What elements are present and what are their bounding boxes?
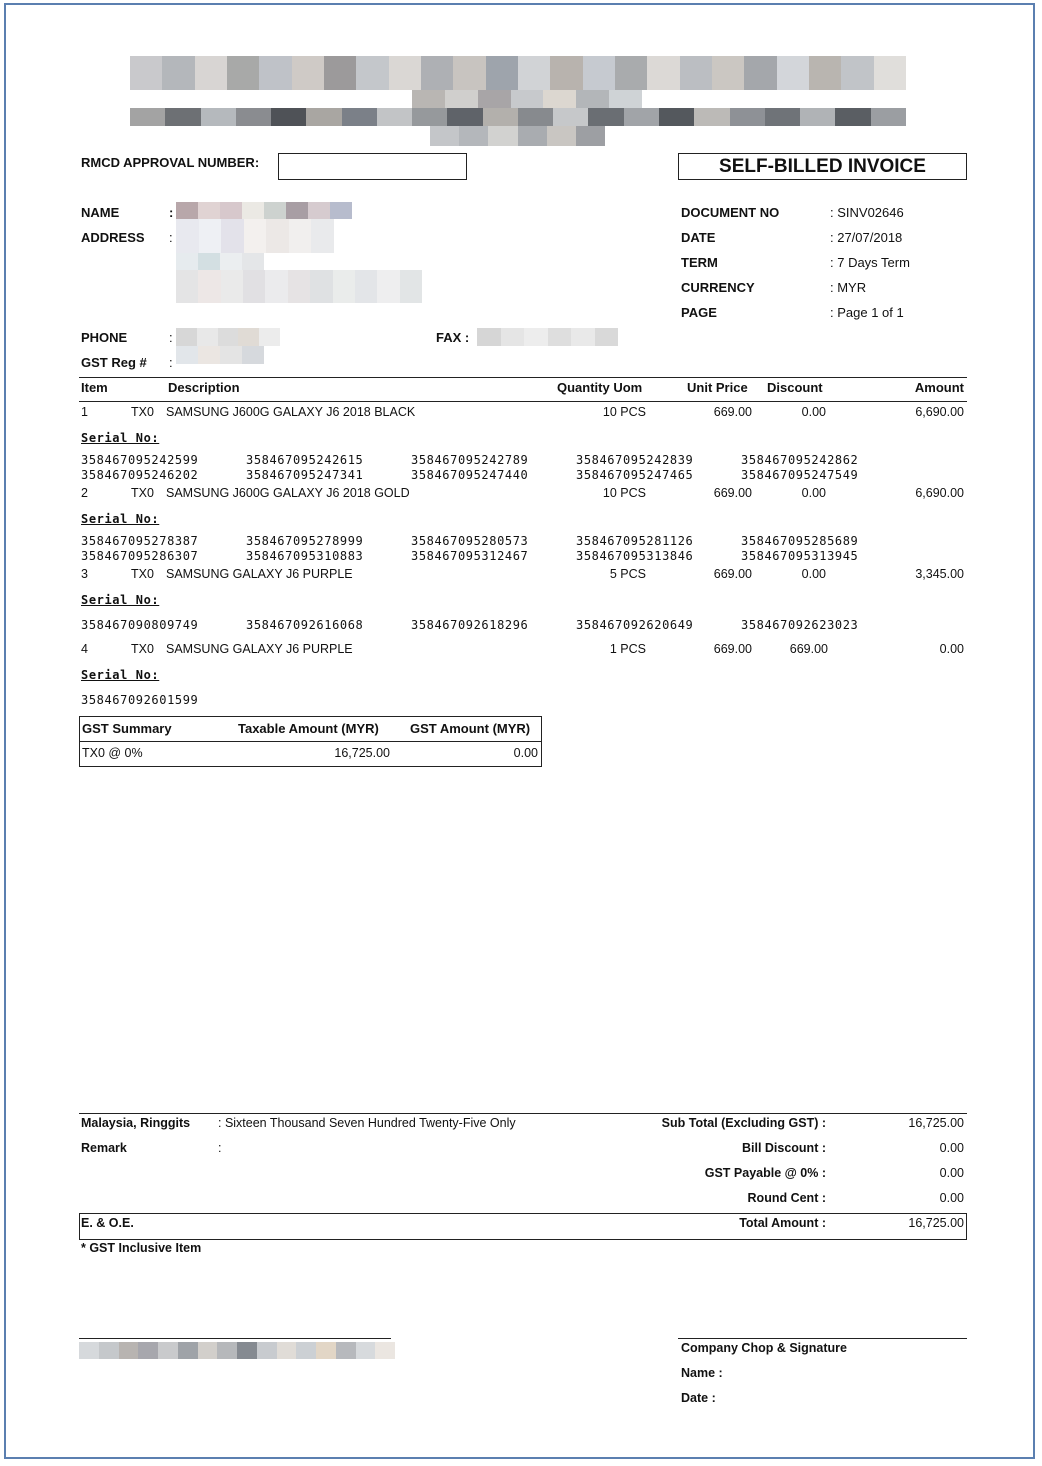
redacted-address-2 [176, 253, 264, 270]
serial-number: 358467095247341 [246, 468, 364, 482]
gst-tax-code: TX0 @ 0% [82, 746, 143, 760]
amount-in-words: : Sixteen Thousand Seven Hundred Twenty-Five Only [218, 1116, 516, 1130]
item-amount: 3,345.00 [915, 567, 964, 581]
redacted-fax [477, 328, 618, 346]
item-quantity: 10 PCS [602, 486, 646, 500]
item-discount: 0.00 [801, 567, 826, 581]
redacted-company-sub [412, 90, 642, 108]
item-number: 2 [81, 486, 88, 500]
serial-number: 358467095246202 [81, 468, 199, 482]
name-label: NAME [81, 205, 120, 220]
approval-number-label: RMCD APPROVAL NUMBER: [81, 155, 260, 170]
date-value: : 27/07/2018 [830, 230, 903, 245]
currency-value: : MYR [830, 280, 867, 295]
serial-number: 358467095280573 [411, 534, 529, 548]
serial-number: 358467095242615 [246, 453, 364, 467]
item-discount: 0.00 [801, 486, 826, 500]
serial-number: 358467095312467 [411, 549, 529, 563]
serial-number: 358467092601599 [81, 693, 199, 707]
gst-taxable-amount: 16,725.00 [334, 746, 390, 760]
serial-number: 358467092620649 [576, 618, 694, 632]
chop-signature-line [678, 1338, 967, 1339]
name-colon: : [169, 205, 174, 220]
ringgit-label: Malaysia, Ringgits [81, 1116, 191, 1130]
round-cent-value: 0.00 [939, 1191, 964, 1205]
serial-number: 358467092618296 [411, 618, 529, 632]
gst-reg-colon: : [169, 355, 173, 370]
col-header-quantity-uom: Quantity Uom [557, 380, 643, 395]
redacted-gst-reg [176, 346, 264, 364]
signature-date-label: Date : [681, 1391, 716, 1405]
item-description: SAMSUNG J600G GALAXY J6 2018 BLACK [166, 405, 416, 419]
item-description: SAMSUNG GALAXY J6 PURPLE [166, 642, 353, 656]
gst-summary-divider [80, 741, 541, 742]
serial-number: 358467095310883 [246, 549, 364, 563]
item-amount: 6,690.00 [915, 405, 964, 419]
phone-label: PHONE [81, 330, 128, 345]
item-number: 1 [81, 405, 88, 419]
col-header-description: Description [168, 380, 240, 395]
item-discount: 669.00 [789, 642, 828, 656]
serial-number: 358467095247440 [411, 468, 529, 482]
signature-name-label: Name : [681, 1366, 723, 1380]
serial-number: 358467095242789 [411, 453, 529, 467]
col-header-item: Item [81, 380, 108, 395]
item-description: SAMSUNG J600G GALAXY J6 2018 GOLD [166, 486, 410, 500]
total-amount-box [79, 1213, 967, 1240]
address-colon: : [169, 230, 173, 245]
gst-reg-label: GST Reg # [81, 355, 147, 370]
item-amount: 0.00 [939, 642, 964, 656]
serial-no-label: Serial No: [81, 431, 160, 445]
document-title: SELF-BILLED INVOICE [719, 156, 926, 177]
serial-number: 358467095242599 [81, 453, 199, 467]
redacted-company-name [130, 56, 906, 90]
item-description: SAMSUNG GALAXY J6 PURPLE [166, 567, 353, 581]
redacted-address-3 [176, 270, 422, 303]
page-value: : Page 1 of 1 [830, 305, 904, 320]
serial-number: 358467095313846 [576, 549, 694, 563]
redacted-address-1 [176, 219, 334, 253]
gst-taxable-amount-header: Taxable Amount (MYR) [238, 721, 379, 736]
item-tax-code: TX0 [131, 486, 154, 500]
item-quantity: 10 PCS [602, 405, 646, 419]
serial-number: 358467092616068 [246, 618, 364, 632]
subtotal-value: 16,725.00 [908, 1116, 964, 1130]
document-no-value: : SINV02646 [830, 205, 904, 220]
table-header-top-rule [79, 377, 967, 378]
total-amount-value: 16,725.00 [908, 1216, 964, 1230]
document-title-box [678, 153, 967, 180]
serial-number: 358467095278387 [81, 534, 199, 548]
serial-number: 358467095247465 [576, 468, 694, 482]
redacted-company-address [130, 108, 906, 126]
document-no-label: DOCUMENT NO [681, 205, 780, 220]
item-unit-price: 669.00 [713, 405, 752, 419]
item-tax-code: TX0 [131, 642, 154, 656]
redacted-issuer-name [79, 1342, 395, 1359]
gst-summary-header: GST Summary [82, 721, 172, 736]
item-unit-price: 669.00 [713, 642, 752, 656]
serial-number: 358467095278999 [246, 534, 364, 548]
subtotal-label: Sub Total (Excluding GST) : [661, 1116, 826, 1130]
item-number: 4 [81, 642, 88, 656]
item-unit-price: 669.00 [713, 486, 752, 500]
item-quantity: 5 PCS [609, 567, 646, 581]
address-label: ADDRESS [81, 230, 145, 245]
currency-label: CURRENCY [681, 280, 755, 295]
serial-number: 358467095242862 [741, 453, 859, 467]
remark-value: : [218, 1141, 222, 1155]
company-chop-label: Company Chop & Signature [681, 1341, 847, 1355]
item-tax-code: TX0 [131, 405, 154, 419]
item-quantity: 1 PCS [609, 642, 646, 656]
serial-no-label: Serial No: [81, 512, 160, 526]
footer-top-rule [79, 1113, 967, 1114]
gst-payable-label: GST Payable @ 0% : [704, 1166, 826, 1180]
redacted-company-contact [430, 126, 605, 146]
table-header-bottom-rule [79, 401, 967, 402]
gst-summary-table [79, 716, 542, 767]
item-discount: 0.00 [801, 405, 826, 419]
bill-discount-label: Bill Discount : [741, 1141, 826, 1155]
serial-number: 358467095286307 [81, 549, 199, 563]
col-header-unit-price: Unit Price [687, 380, 748, 395]
serial-number: 358467092623023 [741, 618, 859, 632]
term-label: TERM [681, 255, 718, 270]
fax-label: FAX : [436, 330, 470, 345]
date-label: DATE [681, 230, 716, 245]
col-header-discount: Discount [767, 380, 823, 395]
redacted-name [176, 202, 352, 219]
item-number: 3 [81, 567, 88, 581]
gst-amount: 0.00 [513, 746, 538, 760]
serial-number: 358467095313945 [741, 549, 859, 563]
serial-no-label: Serial No: [81, 668, 160, 682]
redacted-phone [176, 328, 280, 346]
remark-label: Remark [81, 1141, 127, 1155]
serial-number: 358467095247549 [741, 468, 859, 482]
serial-no-label: Serial No: [81, 593, 160, 607]
issuer-signature-line [79, 1338, 391, 1339]
phone-colon: : [169, 330, 173, 345]
serial-number: 358467095242839 [576, 453, 694, 467]
item-unit-price: 669.00 [713, 567, 752, 581]
term-value: : 7 Days Term [830, 255, 910, 270]
page-label: PAGE [681, 305, 717, 320]
serial-number: 358467090809749 [81, 618, 199, 632]
item-tax-code: TX0 [131, 567, 154, 581]
gst-amount-header: GST Amount (MYR) [410, 721, 531, 736]
gst-inclusive-note: * GST Inclusive Item [81, 1241, 202, 1255]
total-amount-label: Total Amount : [739, 1216, 826, 1230]
gst-payable-value: 0.00 [939, 1166, 964, 1180]
approval-number-field [278, 153, 467, 180]
serial-number: 358467095281126 [576, 534, 694, 548]
eoe-label: E. & O.E. [81, 1216, 134, 1230]
col-header-amount: Amount [914, 380, 964, 395]
bill-discount-value: 0.00 [939, 1141, 964, 1155]
round-cent-label: Round Cent : [747, 1191, 826, 1205]
item-amount: 6,690.00 [915, 486, 964, 500]
serial-number: 358467095285689 [741, 534, 859, 548]
